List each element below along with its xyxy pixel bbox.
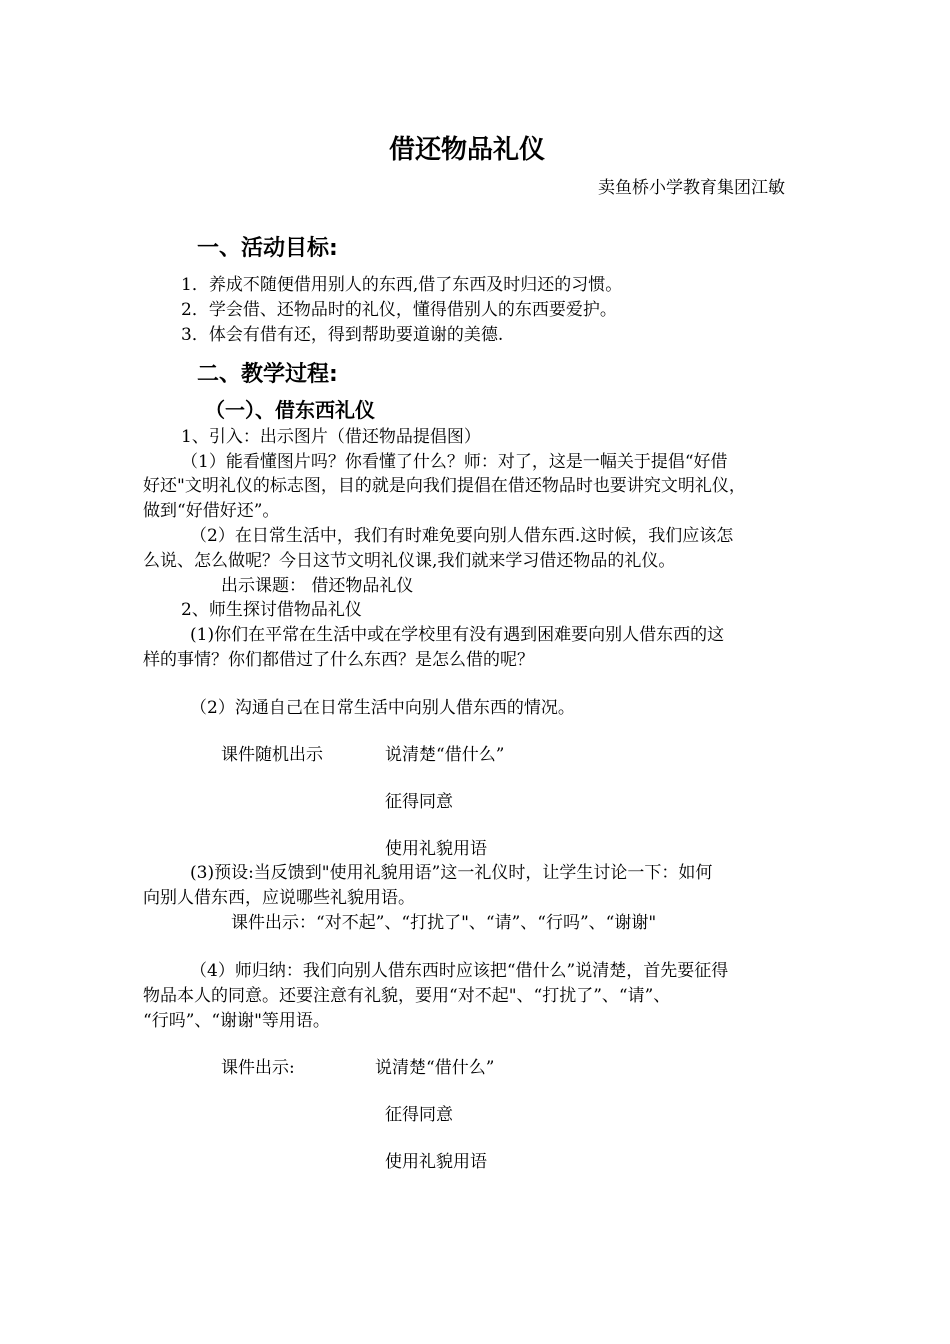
body-line: 样的事情？你们都借过了什么东西？是怎么借的呢？ bbox=[143, 650, 534, 670]
courseware-point: 使用礼貌用语 bbox=[385, 839, 487, 859]
body-line: 2、师生探讨借物品礼仪 bbox=[181, 600, 362, 620]
courseware-point: 使用礼貌用语 bbox=[385, 1152, 487, 1172]
subsection-heading: （一）、借东西礼仪 bbox=[205, 398, 375, 422]
body-line: （2）沟通自己在日常生活中向别人借东西的情况。 bbox=[190, 698, 575, 718]
body-line: 物品本人的同意。还要注意有礼貌，要用“对不起"、“打扰了”、“请”、 bbox=[143, 986, 671, 1006]
body-line: 做到“好借好还”。 bbox=[143, 501, 280, 521]
courseware-point: 说清楚“借什么” bbox=[385, 745, 505, 765]
body-line: 向别人借东西，应说哪些礼貌用语。 bbox=[143, 888, 415, 908]
author-line: 卖鱼桥小学教育集团江敏 bbox=[598, 178, 785, 198]
body-line: 么说、怎么做呢？今日这节文明礼仪课,我们就来学习借还物品的礼仪。 bbox=[143, 551, 676, 571]
courseware-label: 课件出示: bbox=[221, 1058, 295, 1078]
courseware-point: 征得同意 bbox=[385, 1105, 453, 1125]
courseware-label: 课件随机出示 bbox=[221, 745, 323, 765]
body-line: 好还"文明礼仪的标志图，目的就是向我们提倡在借还物品时也要讲究文明礼仪， bbox=[143, 476, 746, 496]
body-line: （2）在日常生活中，我们有时难免要向别人借东西.这时候，我们应该怎 bbox=[190, 526, 734, 546]
body-line: 1、引入：出示图片（借还物品提倡图） bbox=[181, 427, 481, 447]
courseware-point: 说清楚“借什么” bbox=[375, 1058, 495, 1078]
goal-item: 2．学会借、还物品时的礼仪，懂得借别人的东西要爱护。 bbox=[181, 300, 617, 320]
section-heading-process: 二、教学过程: bbox=[197, 362, 338, 387]
goal-item: 3．体会有借有还，得到帮助要道谢的美德. bbox=[181, 325, 504, 345]
body-line: （1）能看懂图片吗？你看懂了什么？师：对了，这是一幅关于提倡“好借 bbox=[181, 452, 728, 472]
document-title: 借还物品礼仪 bbox=[389, 135, 546, 165]
goal-item: 1．养成不随便借用别人的东西,借了东西及时归还的习惯。 bbox=[181, 275, 623, 295]
body-line: （4）师归纳：我们向别人借东西时应该把“借什么”说清楚，首先要征得 bbox=[190, 961, 729, 981]
section-heading-goals: 一、活动目标: bbox=[197, 236, 338, 261]
body-line: 课件出示：“对不起”、“打扰了"、“请”、“行吗”、“谢谢" bbox=[231, 913, 657, 933]
body-line: (1)你们在平常在生活中或在学校里有没有遇到困难要向别人借东西的这 bbox=[190, 625, 725, 645]
body-line: (3)预设:当反馈到"使用礼貌用语”这一礼仪时，让学生讨论一下：如何 bbox=[190, 863, 713, 883]
courseware-point: 征得同意 bbox=[385, 792, 453, 812]
body-line: “行吗”、“谢谢"等用语。 bbox=[143, 1011, 330, 1031]
body-line: 出示课题： 借还物品礼仪 bbox=[221, 576, 414, 596]
